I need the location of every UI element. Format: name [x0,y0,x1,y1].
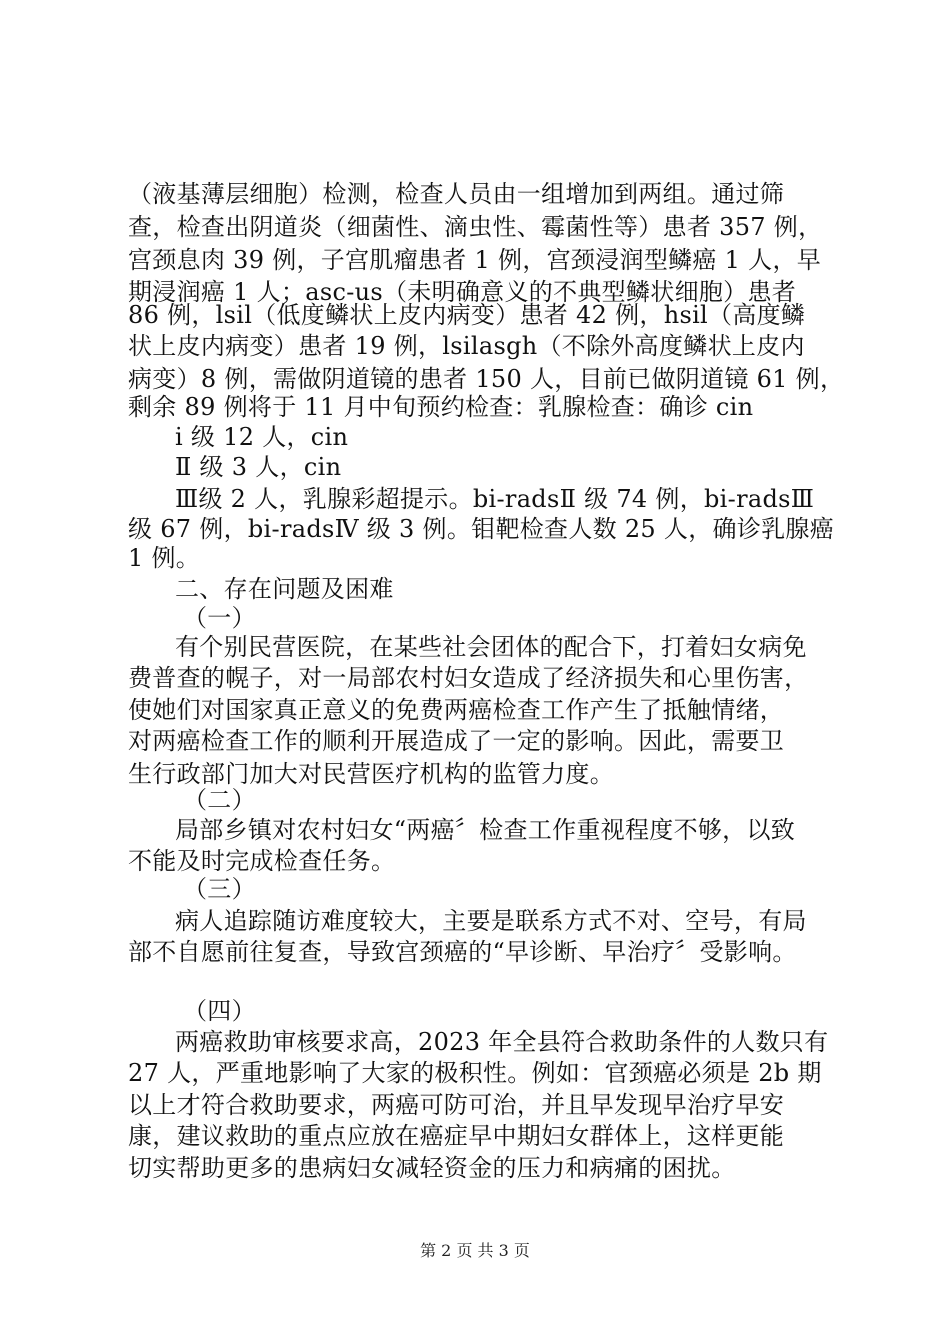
paragraph-line: 1 例。 [128,544,201,572]
paragraph-line: 病人追踪随访难度较大，主要是联系方式不对、空号，有局 [175,907,807,935]
subsection-heading: （三） [183,875,256,903]
subsection-heading: （二） [183,786,256,814]
paragraph-line: 27 人，严重地影响了大家的极积性。例如：官颈癌必须是 2b 期 [128,1059,822,1087]
page-footer: 第 2 页 共 3 页 [420,1241,530,1260]
paragraph-line: 级 67 例，bi-radsⅣ 级 3 例。钼靶检查人数 25 人，确诊乳腺癌 [128,515,835,543]
paragraph-line: 生行政部门加大对民营医疗机构的监管力度。 [128,760,614,788]
subsection-heading: （四） [183,997,256,1025]
paragraph-line: 不能及时完成检查任务。 [128,847,396,875]
paragraph-line: 康，建议救助的重点应放在癌症早中期妇女群体上，这样更能 [128,1122,785,1150]
paragraph-line: 宫颈息肉 39 例，子宫肌瘤患者 1 例，宫颈浸润型鳞癌 1 人，早 [128,246,822,274]
paragraph-line: 局部乡镇对农村妇女“两癌〞检查工作重视程度不够，以致 [175,816,796,844]
paragraph-line: i 级 12 人，cin [175,423,349,451]
paragraph-line: 部不自愿前往复查，导致宫颈癌的“早诊断、早治疗〞受影响。 [128,938,797,966]
paragraph-line: Ⅲ级 2 人，乳腺彩超提示。bi-radsⅡ 级 74 例，bi-radsⅢ [175,485,815,513]
paragraph-line: Ⅱ 级 3 人，cin [175,453,342,481]
paragraph-line: 以上才符合救助要求，两癌可防可治，并且早发现早治疗早安 [128,1091,785,1119]
paragraph-line: 有个别民营医院，在某些社会团体的配合下，打着妇女病免 [175,633,807,661]
paragraph-line: 两癌救助审核要求高，2023 年全县符合救助条件的人数只有 [175,1028,829,1056]
paragraph-line: 86 例，lsil（低度鳞状上皮内病变）患者 42 例，hsil（高度鳞 [128,301,806,329]
paragraph-line: 费普查的幌子，对一局部农村妇女造成了经济损失和心里伤害， [128,664,809,692]
paragraph-line: 对两癌检查工作的顺利开展造成了一定的影响。因此，需要卫 [128,727,785,755]
section-heading: 二、存在问题及困难 [175,575,394,603]
paragraph-line: 期浸润癌 1 人；asc-us（未明确意义的不典型鳞状细胞）患者 [128,278,797,306]
paragraph-line: 查，检查出阴道炎（细菌性、滴虫性、霉菌性等）患者 357 例， [128,213,823,241]
paragraph-line: 剩余 89 例将于 11 月中旬预约检查：乳腺检查：确诊 cin [128,393,754,421]
paragraph-line: 状上皮内病变）患者 19 例，lsilasgh（不除外高度鳞状上皮内 [128,332,805,360]
subsection-heading: （一） [183,604,256,632]
paragraph-line: （液基薄层细胞）检测，检查人员由一组增加到两组。通过筛 [128,180,785,208]
paragraph-line: 病变）8 例，需做阴道镜的患者 150 人，目前已做阴道镜 61 例， [128,365,845,393]
paragraph-line: 使她们对国家真正意义的免费两癌检查工作产生了抵触情绪， [128,696,785,724]
paragraph-line: 切实帮助更多的患病妇女减轻资金的压力和病痛的困扰。 [128,1154,736,1182]
